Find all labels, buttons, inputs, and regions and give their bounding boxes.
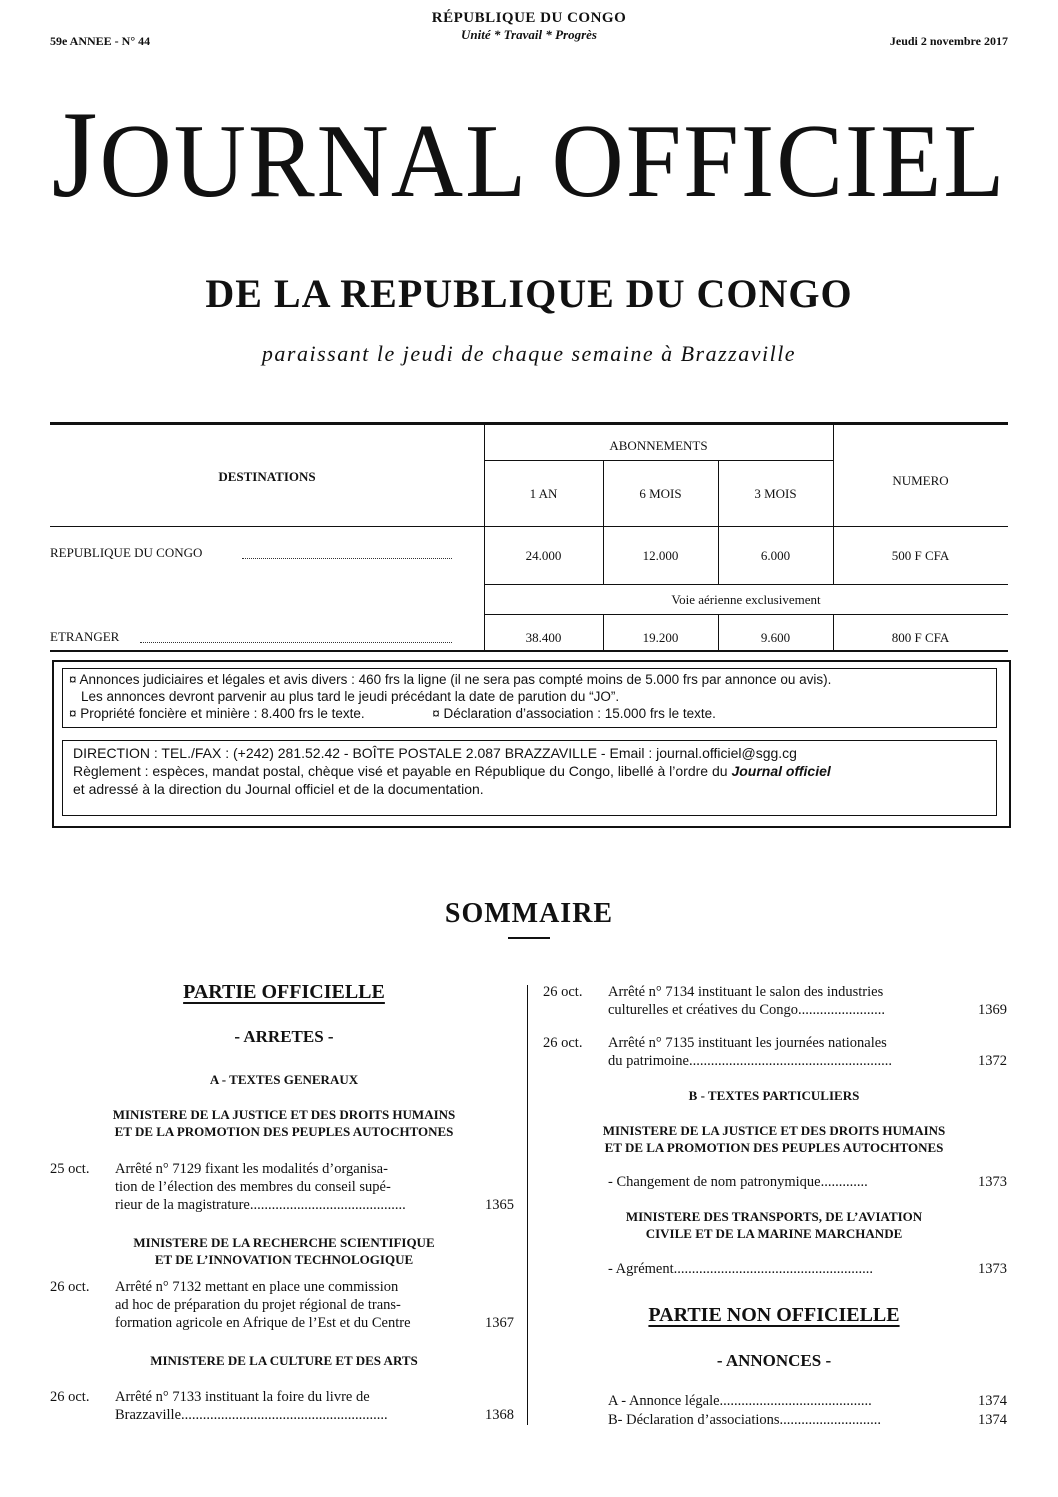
- ministry-line: CIVILE ET DE LA MARINE MARCHANDE: [645, 1226, 903, 1241]
- abonnements-header: ABONNEMENTS: [609, 438, 708, 453]
- numero-congo: 500 F CFA: [891, 548, 950, 563]
- entry-date: 26 oct.: [543, 1035, 583, 1051]
- period-6mois: 6 MOIS: [639, 486, 682, 501]
- entry-line: - Changement de nom patronymique.............: [608, 1174, 868, 1190]
- republic-name: RÉPUBLIQUE DU CONGO: [431, 10, 627, 26]
- entry-line: du patrimoine........................................................: [608, 1053, 892, 1069]
- title-rest: OURNAL OFFICIEL: [99, 102, 1007, 219]
- journal-title: [0, 85, 1058, 224]
- reglement-journal-name: Journal officiel: [731, 763, 831, 779]
- ministry-justice: [50, 1106, 518, 1140]
- price-congo-6mois: 12.000: [642, 548, 679, 563]
- entry-line: - Agrément.......................................................: [608, 1261, 874, 1277]
- sommaire-entry[interactable]: [50, 1160, 514, 1218]
- ministry-line: ET DE LA PROMOTION DES PEUPLES AUTOCHTONES: [604, 1140, 944, 1155]
- entry-date: 26 oct.: [50, 1389, 90, 1405]
- sommaire-entry[interactable]: [50, 1278, 514, 1336]
- price-congo-1an: 24.000: [525, 548, 562, 563]
- entry-line: A - Annonce légale..........................................: [608, 1393, 872, 1409]
- entry-date: 25 oct.: [50, 1161, 90, 1177]
- entry-date: 26 oct.: [50, 1279, 90, 1295]
- entry-page: 1374: [978, 1412, 1007, 1428]
- contact-box: [62, 740, 997, 816]
- annonces-heading: - ANNONCES -: [716, 1351, 832, 1370]
- ministry-line: MINISTERE DES TRANSPORTS, DE L’AVIATION: [625, 1209, 923, 1224]
- sommaire-title: SOMMAIRE: [444, 898, 614, 929]
- national-motto: Unité * Travail * Progrès: [460, 27, 597, 42]
- entry-page: 1373: [978, 1261, 1007, 1277]
- ministry-justice-2: [540, 1122, 1008, 1156]
- entry-page: 1374: [978, 1393, 1007, 1409]
- price-congo-3mois: 6.000: [760, 548, 791, 563]
- partie-non-officielle: PARTIE NON OFFICIELLE: [648, 1304, 900, 1326]
- sommaire-entry[interactable]: [543, 1411, 1007, 1431]
- journal-subtitle: DE LA REPUBLIQUE DU CONGO: [205, 271, 853, 316]
- entry-line: ad hoc de préparation du projet régional de trans-: [115, 1297, 401, 1313]
- entry-line: B- Déclaration d’associations............................: [608, 1412, 882, 1428]
- entry-line: Arrêté n° 7135 instituant les journées nationales: [608, 1035, 887, 1051]
- deadline-line: Les annonces devront parvenir au plus tard le jeudi précédant la date de parution du “JO”.: [81, 689, 620, 704]
- ministry-line: MINISTERE DE LA CULTURE ET DES ARTS: [150, 1353, 418, 1368]
- journal-tagline: paraissant le jeudi de chaque semaine à Brazzaville: [261, 341, 797, 366]
- edition-number: 59e ANNEE - N° 44: [50, 34, 151, 48]
- arretes-heading: - ARRETES -: [234, 1027, 334, 1046]
- textes-generaux: A - TEXTES GENERAUX: [209, 1072, 359, 1087]
- ministry-line: ET DE L’INNOVATION TECHNOLOGIQUE: [154, 1252, 414, 1267]
- entry-page: 1373: [978, 1174, 1007, 1190]
- entry-line: Brazzaville.........................................................: [115, 1407, 388, 1423]
- entry-page: 1368: [485, 1407, 514, 1423]
- price-etranger-1an: 38.400: [525, 630, 562, 645]
- ministry-line: MINISTERE DE LA JUSTICE ET DES DROITS HUMAINS: [602, 1123, 946, 1138]
- ministry-transports: [540, 1208, 1008, 1242]
- sommaire-entry[interactable]: [543, 1260, 1007, 1280]
- reglement-line2: et adressé à la direction du Journal officiel et de la documentation.: [73, 781, 484, 797]
- entry-page: 1372: [978, 1053, 1007, 1069]
- destination-etranger: ETRANGER: [50, 629, 120, 644]
- issue-date: Jeudi 2 novembre 2017: [889, 34, 1008, 48]
- title-initial: J: [51, 85, 100, 224]
- entry-line: Arrêté n° 7133 instituant la foire du livre de: [115, 1389, 370, 1405]
- reglement-text: Règlement : espèces, mandat postal, chèque visé et payable en République du Congo, libellé à l’ordre du: [73, 763, 732, 779]
- entry-line: tion de l’élection des membres du conseil supé-: [115, 1179, 391, 1195]
- announcement-rates: [62, 668, 997, 728]
- numero-header: NUMERO: [892, 473, 949, 488]
- air-note: Voie aérienne exclusivement: [671, 592, 821, 607]
- ministry-culture: [50, 1352, 518, 1369]
- entry-line: formation agricole en Afrique de l’Est et du Centre: [115, 1315, 411, 1331]
- entry-line: Arrêté n° 7134 instituant le salon des industries: [608, 984, 884, 1000]
- ministry-line: ET DE LA PROMOTION DES PEUPLES AUTOCHTONES: [114, 1124, 454, 1139]
- price-etranger-3mois: 9.600: [760, 630, 791, 645]
- period-3mois: 3 MOIS: [754, 486, 797, 501]
- ministry-line: MINISTERE DE LA RECHERCHE SCIENTIFIQUE: [133, 1235, 435, 1250]
- sommaire-entry[interactable]: [543, 1034, 1007, 1074]
- price-etranger-6mois: 19.200: [642, 630, 679, 645]
- sommaire-rule: [508, 937, 550, 939]
- ministry-recherche: [50, 1234, 518, 1268]
- entry-line: Arrêté n° 7132 mettant en place une commission: [115, 1279, 399, 1295]
- destination-congo: REPUBLIQUE DU CONGO: [50, 545, 203, 560]
- column-divider: [527, 985, 528, 1425]
- entry-date: 26 oct.: [543, 984, 583, 1000]
- entry-page: 1367: [485, 1315, 514, 1331]
- entry-line: culturelles et créatives du Congo........................: [608, 1002, 886, 1018]
- contact-line: DIRECTION : TEL./FAX : (+242) 281.52.42 - BOÎTE POSTALE 2.087 BRAZZAVILLE - Email : journal.officiel@sgg.cg: [73, 745, 797, 761]
- entry-page: 1369: [978, 1002, 1007, 1018]
- period-1an: 1 AN: [529, 486, 558, 501]
- destinations-header: DESTINATIONS: [218, 469, 316, 484]
- textes-particuliers: B - TEXTES PARTICULIERS: [688, 1088, 860, 1103]
- entry-line: rieur de la magistrature...........................................: [115, 1197, 406, 1213]
- property-rate: ¤ Propriété foncière et minière : 8.400 frs le texte.: [69, 706, 365, 721]
- ministry-line: MINISTERE DE LA JUSTICE ET DES DROITS HUMAINS: [112, 1107, 456, 1122]
- sommaire-entry[interactable]: [543, 1392, 1007, 1412]
- notices-box: [52, 660, 1011, 828]
- sommaire-entry[interactable]: [50, 1388, 514, 1428]
- entry-page: 1365: [485, 1197, 514, 1213]
- entry-line: Arrêté n° 7129 fixant les modalités d’organisa-: [115, 1161, 388, 1177]
- sommaire-entry[interactable]: [543, 1173, 1007, 1193]
- partie-officielle: PARTIE OFFICIELLE: [183, 981, 385, 1003]
- numero-etranger: 800 F CFA: [891, 630, 950, 645]
- announcement-line: ¤ Annonces judiciaires et légales et avis divers : 460 frs la ligne (il ne sera pas compté moins de 5.000 frs par annonce ou avis).: [69, 672, 832, 687]
- sommaire-entry[interactable]: [543, 983, 1007, 1023]
- subscription-table: [50, 422, 1008, 652]
- association-rate: ¤ Déclaration d’association : 15.000 frs le texte.: [432, 706, 716, 721]
